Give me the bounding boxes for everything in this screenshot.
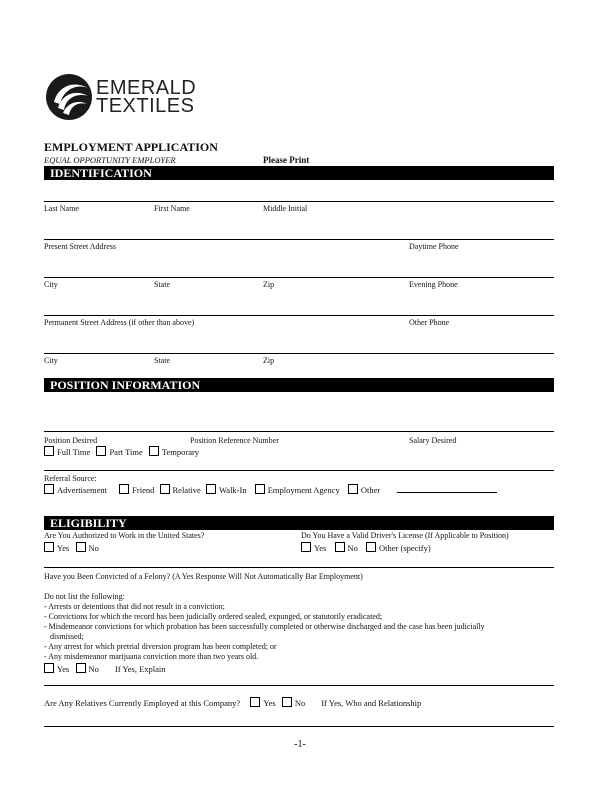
relative-checkbox[interactable]	[160, 484, 170, 494]
relatives-no-option[interactable]	[282, 697, 305, 709]
last-name-label: Last Name	[44, 204, 79, 213]
advertisement-label: Advertisement	[57, 485, 108, 495]
relatives-yes-option[interactable]	[250, 697, 275, 709]
relative-label: Relative	[172, 485, 201, 495]
felony-options-row	[44, 663, 166, 675]
do-not-list-heading: Do not list the following:	[44, 592, 125, 601]
page-number: -1-	[294, 739, 306, 750]
walk-in-checkbox[interactable]	[206, 484, 216, 494]
felony-yes-checkbox[interactable]	[44, 663, 54, 673]
eligibility-divider-1	[44, 567, 554, 568]
company-logo	[44, 72, 204, 122]
exclusion-item: dismissed;	[44, 632, 84, 641]
relatives-no-label: No	[294, 698, 306, 708]
felony-no-option[interactable]	[76, 663, 99, 675]
relatives-yes-checkbox[interactable]	[250, 697, 260, 707]
first-name-label: First Name	[154, 204, 190, 213]
part-time-checkbox[interactable]	[96, 446, 106, 456]
zip-label: Zip	[263, 280, 275, 289]
authorized-no-option[interactable]	[76, 542, 99, 554]
authorized-no-checkbox[interactable]	[76, 542, 86, 552]
walk-in-label: Walk-In	[218, 485, 247, 495]
employment-agency-label: Employment Agency	[267, 485, 340, 495]
exclusion-item: - Misdemeanor convictions for which probation has been successfully completed or otherwise discharged and the case has been judicially	[44, 622, 485, 631]
city-line[interactable]	[44, 277, 554, 278]
employment-type-row	[44, 446, 203, 458]
other-label: Other	[360, 485, 381, 495]
license-other-label: Other (specify)	[379, 543, 431, 553]
authorized-yes-option[interactable]	[44, 542, 69, 554]
position-desired-line[interactable]	[44, 431, 554, 432]
relatives-explain-label: If Yes, Who and Relationship	[321, 698, 422, 708]
felony-no-label: No	[88, 664, 99, 674]
relatives-question: Are Any Relatives Currently Employed at this Company?	[44, 698, 241, 708]
license-no-option[interactable]	[335, 542, 358, 554]
temporary-checkbox[interactable]	[149, 446, 159, 456]
please-print-note: Please Print	[263, 155, 310, 165]
employment-agency-checkbox[interactable]	[255, 484, 265, 494]
authorized-yes-checkbox[interactable]	[44, 542, 54, 552]
license-no-checkbox[interactable]	[335, 542, 345, 552]
salary-desired-label: Salary Desired	[409, 436, 457, 445]
advertisement-checkbox[interactable]	[44, 484, 54, 494]
friend-option[interactable]	[119, 484, 154, 496]
zip2-label: Zip	[263, 356, 275, 365]
license-no-label: No	[347, 543, 358, 553]
permanent-street-line[interactable]	[44, 315, 554, 316]
identification-heading: IDENTIFICATION	[44, 166, 554, 180]
referral-line	[44, 470, 554, 471]
relative-option[interactable]	[160, 484, 201, 496]
exclusion-item: - Arrests or detentions that did not result in a conviction;	[44, 602, 225, 611]
authorized-options-row	[44, 542, 103, 554]
eligibility-heading: ELIGIBILITY	[44, 516, 554, 530]
do-not-list-block	[44, 592, 559, 662]
felony-question: Have you Been Convicted of a Felony? (A Yes Response Will Not Automatically Bar Employment)	[44, 572, 363, 581]
exclusion-item: - Any arrest for which pretrial diversion program has been completed; or	[44, 642, 277, 651]
exclusion-item: - Any misdemeanor marijuana conviction more than two years old.	[44, 652, 259, 661]
part-time-option[interactable]	[96, 446, 142, 458]
license-other-option[interactable]	[366, 542, 431, 554]
relatives-answer-line[interactable]	[44, 726, 554, 727]
other-referral-input-line[interactable]	[397, 492, 497, 493]
emerald-swirl-icon	[44, 72, 92, 122]
exclusion-item: - Convictions for which the record has been judicially ordered sealed, expunged, or statutorily eradicated;	[44, 612, 383, 621]
license-yes-label: Yes	[314, 543, 327, 553]
authorized-yes-label: Yes	[57, 543, 70, 553]
permanent-street-label: Permanent Street Address (if other than above)	[44, 318, 195, 327]
brand-name-line1: EMERALD	[96, 77, 197, 99]
position-desired-label: Position Desired	[44, 436, 98, 445]
eligibility-divider-2[interactable]	[44, 685, 554, 686]
present-street-label: Present Street Address	[44, 242, 116, 251]
state2-label: State	[154, 356, 170, 365]
walk-in-option[interactable]	[206, 484, 247, 496]
evening-phone-label: Evening Phone	[409, 280, 458, 289]
friend-checkbox[interactable]	[119, 484, 129, 494]
full-time-option[interactable]	[44, 446, 90, 458]
name-line[interactable]	[44, 201, 554, 202]
license-question: Do You Have a Valid Driver's License (If Applicable to Position)	[301, 531, 509, 540]
other-checkbox[interactable]	[348, 484, 358, 494]
daytime-phone-label: Daytime Phone	[409, 242, 459, 251]
city2-line[interactable]	[44, 353, 554, 354]
other-option[interactable]	[348, 484, 380, 496]
brand-name-line2: TEXTILES	[96, 95, 195, 117]
part-time-label: Part Time	[109, 447, 143, 457]
page-title: EMPLOYMENT APPLICATION	[44, 140, 218, 154]
temporary-label: Temporary	[161, 447, 200, 457]
city-label: City	[44, 280, 58, 289]
felony-explain-label: If Yes, Explain	[115, 664, 166, 674]
advertisement-option[interactable]	[44, 484, 107, 496]
authorized-no-label: No	[88, 543, 99, 553]
employment-agency-option[interactable]	[255, 484, 340, 496]
relatives-yes-label: Yes	[263, 698, 276, 708]
temporary-option[interactable]	[149, 446, 199, 458]
felony-yes-option[interactable]	[44, 663, 69, 675]
position-heading: POSITION INFORMATION	[44, 378, 554, 392]
authorized-question: Are You Authorized to Work in the United States?	[44, 531, 205, 540]
present-street-line[interactable]	[44, 239, 554, 240]
relatives-row	[44, 697, 421, 709]
relatives-no-checkbox[interactable]	[282, 697, 292, 707]
city2-label: City	[44, 356, 58, 365]
position-ref-label: Position Reference Number	[190, 436, 279, 445]
felony-yes-label: Yes	[57, 664, 70, 674]
middle-initial-label: Middle Initial	[263, 204, 308, 213]
license-other-checkbox[interactable]	[366, 542, 376, 552]
full-time-label: Full Time	[57, 447, 91, 457]
license-yes-option[interactable]	[301, 542, 326, 554]
referral-options-row	[44, 484, 384, 496]
felony-no-checkbox[interactable]	[76, 663, 86, 673]
license-options-row	[301, 542, 435, 554]
page-subtitle: EQUAL OPPORTUNITY EMPLOYER	[44, 155, 176, 165]
referral-source-label: Referral Source:	[44, 474, 97, 483]
other-phone-label: Other Phone	[409, 318, 450, 327]
full-time-checkbox[interactable]	[44, 446, 54, 456]
license-yes-checkbox[interactable]	[301, 542, 311, 552]
friend-label: Friend	[132, 485, 155, 495]
state-label: State	[154, 280, 170, 289]
